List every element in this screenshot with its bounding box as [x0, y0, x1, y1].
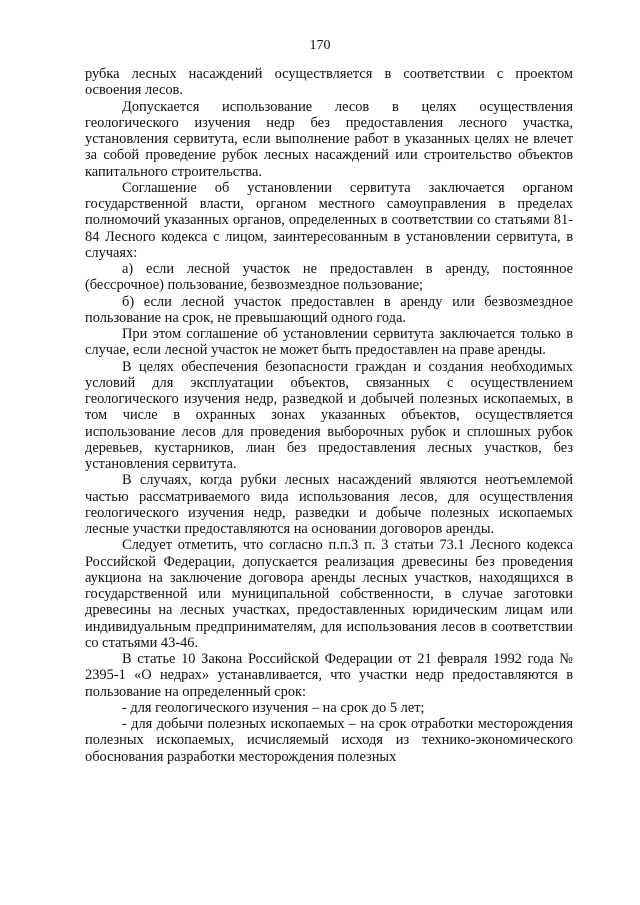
paragraph-servitude-agreement: Соглашение об установлении сервитута заключается органом государственной власти, органом местного самоуправления в пределах полномочий указанных органов, определенных в соответствии со статьями 81-84 Лесного кодекса с лицом, заинтересованным в установлении сервитута, в случаях:	[85, 179, 573, 261]
paragraph-geological-study: Допускается использование лесов в целях осуществления геологического изучения недр без предоставления лесного участка, установления сервитута, если выполнение работ в указанных целях не влечет за собой проведение рубок лесных насаждений или строительство объектов капитального строительства.	[85, 98, 573, 180]
document-body	[85, 66, 573, 765]
paragraph-safety: В целях обеспечения безопасности граждан и создания необходимых условий для эксплуатации объектов, связанных с осуществлением геологического изучения недр, разведкой и добычей полезных ископаемых, в том числе в охранных зонах указанных объектов, осуществляется использование лесов для проведения выборочных рубок и сплошных рубок деревьев, кустарников, лиан без предоставления лесных участков, без установления сервитута.	[85, 358, 573, 472]
paragraph-forest-code: Следует отметить, что согласно п.п.3 п. 3 статьи 73.1 Лесного кодекса Российской Федерации, допускается реализация древесины без проведения аукциона на заключение договора аренды лесных участков, находящихся в государственной или муниципальной собственности, в случае заготовки древесины на лесных участках, предоставленных юридическим лицам или индивидуальным предпринимателям, для использования лесов в соответствии со статьями 43-46.	[85, 537, 573, 651]
list-item-extraction-term: - для добычи полезных ископаемых – на срок отработки месторождения полезных ископаемых, исчисляемый исходя из технико-экономического обоснования разработки месторождения полезных	[85, 716, 573, 765]
paragraph-case-b: б) если лесной участок предоставлен в аренду или безвозмездное пользование на срок, не превышающий одного года.	[85, 293, 573, 326]
paragraph-continuation: рубка лесных насаждений осуществляется в соответствии с проектом освоения лесов.	[85, 66, 573, 99]
paragraph-lease: В случаях, когда рубки лесных насаждений являются неотъемлемой частью рассматриваемого вида использования лесов, для осуществления геологического изучения недр, разведки и добыче полезных ископаемых лесные участки предоставляются на основании договоров аренды.	[85, 472, 573, 537]
paragraph-case-a: а) если лесной участок не предоставлен в аренду, постоянное (бессрочное) пользование, безвозмездное пользование;	[85, 261, 573, 294]
page-number: 170	[309, 38, 331, 53]
list-item-geological-term: - для геологического изучения – на срок до 5 лет;	[122, 699, 425, 716]
paragraph-servitude-condition: При этом соглашение об установлении сервитута заключается только в случае, если лесной участок не может быть предоставлен на праве аренды.	[85, 326, 573, 359]
paragraph-subsoil-law: В статье 10 Закона Российской Федерации от 21 февраля 1992 года № 2395-1 «О недрах» устанавливается, что участки недр предоставляются в пользование на определенный срок:	[85, 651, 573, 700]
